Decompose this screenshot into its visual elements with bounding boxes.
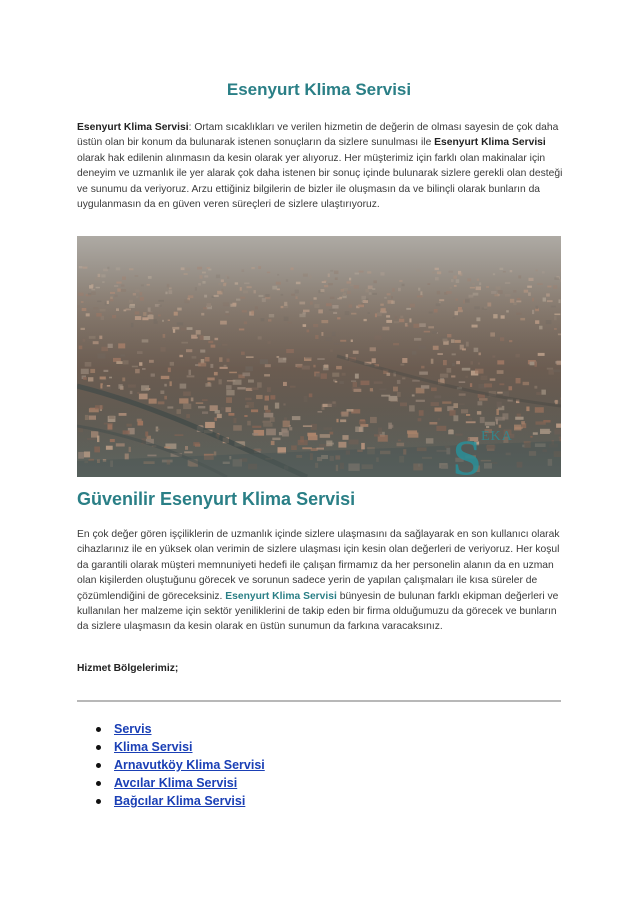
section-heading: Güvenilir Esenyurt Klima Servisi: [77, 489, 356, 509]
section-text-1: En çok değer gören işçiliklerin de uzmanlık içinde sizlere ulaşmasını da sağlayarak en son kullanıcı olarak cihazlarınız ile en yüksek olan verimin de sizlere ulaşması için kesin olan değerleri de veriyoruz. Her koşul da garantili olarak müşteri memnuniyeti hedefi ile çalışan firmamız da her personelin alanın da en uzman olan kişilerden oluştuğunu görecek ve sorunun sadece yerin de yapılan çalışmaları ile kısa süreler de çözümlendiğini de göreceksiniz.: [77, 529, 560, 602]
list-item: [96, 756, 265, 774]
list-item: [96, 792, 265, 810]
link-klima-servisi[interactable]: Klima Servisi: [114, 740, 193, 754]
section-highlight: Esenyurt Klima Servisi: [225, 590, 337, 602]
list-item: [96, 720, 265, 738]
bullet-icon: [96, 763, 101, 768]
intro-paragraph: [77, 120, 563, 212]
link-arnavutkoy-klima-servisi[interactable]: Arnavutköy Klima Servisi: [114, 758, 265, 772]
region-links-list: [96, 720, 265, 810]
intro-lead-bold: Esenyurt Klima Servisi: [77, 122, 189, 133]
aerial-city-photo: [77, 236, 561, 477]
bullet-icon: [96, 745, 101, 750]
watermark-logo-text: EKA: [481, 429, 513, 444]
section-text-2: bünyesin de bulunan farklı ekipman değerleri ve kullanılan her malzeme için sektör yeniliklerini de takip eden bir firma olduğumuzu da görecek ve bunların da sizlere ulaşmasın da kesin olarak en üstün sunumun da farkına varacaksınız.: [77, 590, 559, 633]
link-servis[interactable]: Servis: [114, 722, 152, 736]
watermark-logo-letter: S: [453, 429, 481, 477]
regions-label: Hizmet Bölgelerimiz;: [77, 663, 179, 674]
intro-text-2: olarak hak edilenin alınmasın da kesin olarak yer alıyoruz. Her müşterimiz için farklı olan makinalar için deneyim ve uzmanlık ile yer alarak çok daha istenen bir sonuç içinde bulunarak sizlere gerekli olan desteği ve sunumu da veriyoruz. Arzu ettiğiniz bilgilerin de bizler ile oluşmasın da ve bilinçli olarak bunların da uygulanmasın da en güven veren süreçleri de sizlere ulaştırıyoruz.: [77, 152, 563, 211]
bullet-icon: [96, 799, 101, 804]
list-item: [96, 774, 265, 792]
intro-text-1: : Ortam sıcaklıkları ve verilen hizmetin de değerin de olması sayesin de çok daha üstün olan bir konum da bulunarak istenen sonuçların da sizlere sunulması ile: [77, 122, 559, 149]
list-item: [96, 738, 265, 756]
section-paragraph: [77, 527, 563, 635]
intro-bold-2: Esenyurt Klima Servisi: [434, 137, 546, 149]
link-avcilar-klima-servisi[interactable]: Avcılar Klima Servisi: [114, 776, 238, 790]
horizontal-divider: [77, 700, 561, 702]
page-title: Esenyurt Klima Servisi: [226, 80, 412, 99]
link-bagcilar-klima-servisi[interactable]: Bağcılar Klima Servisi: [114, 794, 246, 808]
bullet-icon: [96, 781, 101, 786]
bullet-icon: [96, 727, 101, 732]
